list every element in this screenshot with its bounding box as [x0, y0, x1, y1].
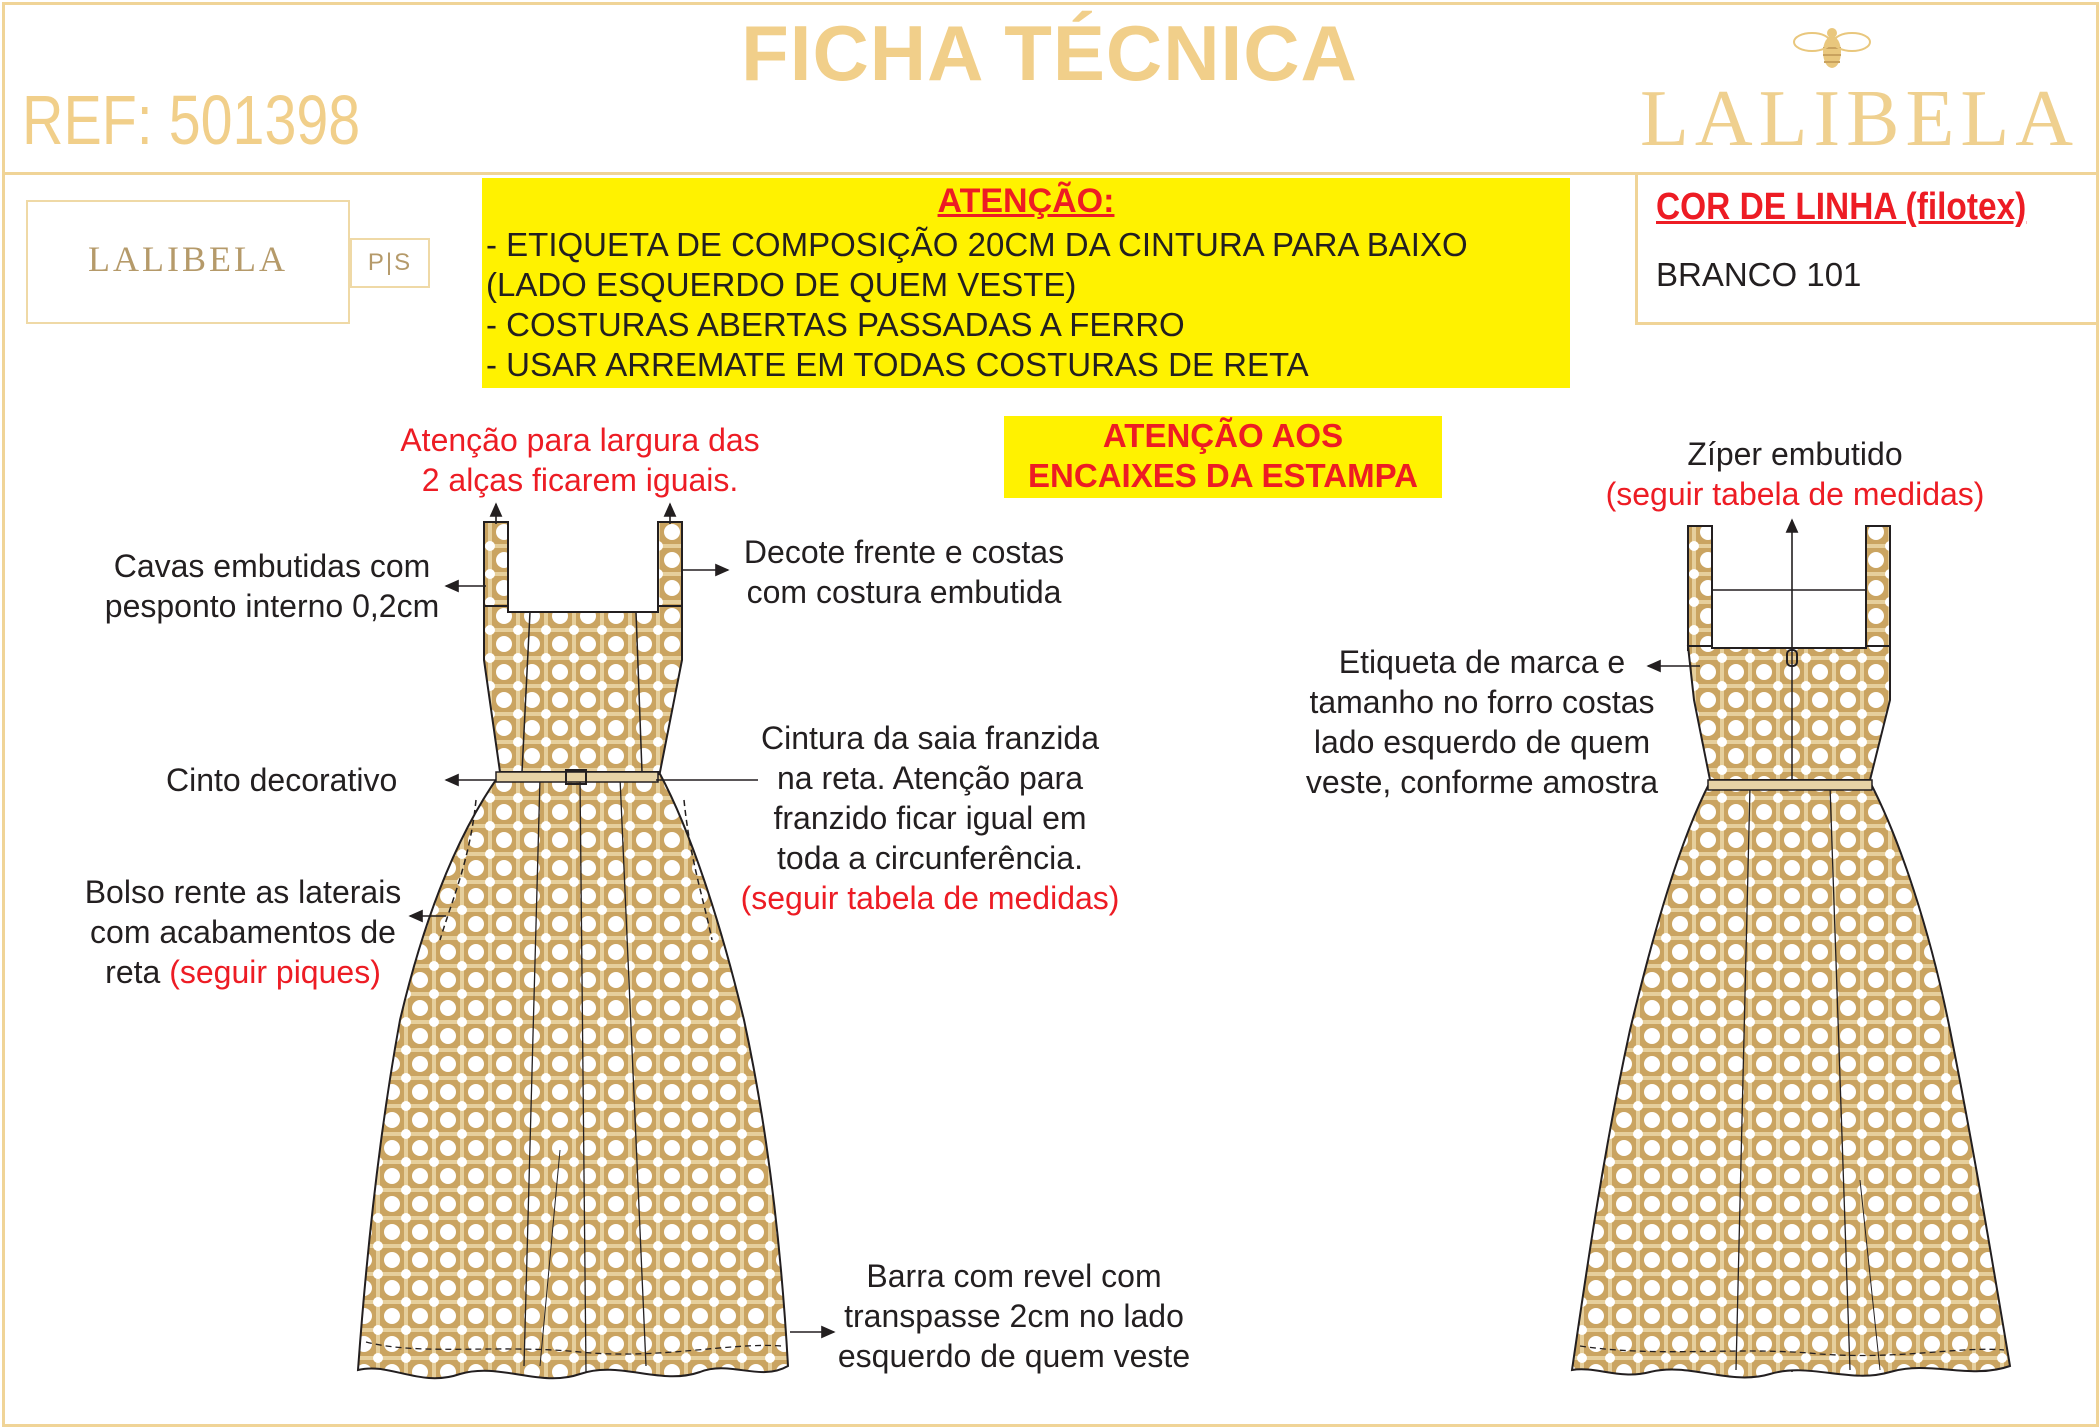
note-brand-label-line4: veste, conforme amostra	[1305, 764, 1659, 800]
note-brand-label-line1: Etiqueta de marca e	[1338, 644, 1626, 680]
attention-line: (LADO ESQUERDO DE QUEM VESTE)	[486, 266, 1077, 303]
brand-label-text: LALIBELA	[88, 239, 288, 279]
reference-code: REF: 501398	[22, 81, 361, 159]
back-skirt	[1572, 782, 2010, 1377]
attention-title: ATENÇÃO:	[937, 182, 1115, 220]
note-zipper-line2: (seguir tabela de medidas)	[1605, 476, 1985, 512]
back-left-strap	[1688, 526, 1712, 650]
note-waist-line1: Cintura da saia franzida	[761, 720, 1099, 756]
note-armholes-line2: pesponto interno 0,2cm	[104, 588, 440, 624]
note-hem-line3: esquerdo de quem veste	[837, 1338, 1191, 1374]
front-left-strap	[484, 522, 508, 610]
note-waist	[706, 718, 1154, 918]
note-pocket-line3-highlight: (seguir piques)	[169, 954, 381, 990]
note-neckline-line2: com costura embutida	[746, 574, 1062, 610]
note-waist-line3: franzido ficar igual em	[773, 800, 1087, 836]
note-zipper	[1570, 434, 2020, 514]
note-brand-label-line2: tamanho no forro costas	[1309, 684, 1655, 720]
note-armholes-line1: Cavas embutidas com	[113, 548, 431, 584]
size-tag-text: P|S	[367, 249, 413, 276]
front-right-strap	[658, 522, 682, 610]
page-title: FICHA TÉCNICA	[741, 9, 1358, 97]
thread-color-title: COR DE LINHA (filotex)	[1656, 186, 2027, 228]
note-pocket-line1: Bolso rente as laterais	[84, 874, 402, 910]
note-straps	[360, 420, 800, 500]
front-belt	[496, 772, 658, 782]
front-bodice	[484, 606, 682, 772]
note-pocket-line2: com acabamentos de	[90, 914, 396, 950]
note-pocket-line3	[56, 952, 430, 992]
note-pocket-line3-text: reta	[105, 954, 170, 990]
attention-line: - ETIQUETA DE COMPOSIÇÃO 20CM DA CINTURA PARA BAIXO	[486, 226, 1468, 263]
attention-line: - USAR ARREMATE EM TODAS COSTURAS DE RETA	[486, 346, 1309, 383]
note-waist-line4: toda a circunferência.	[777, 840, 1083, 876]
note-hem	[814, 1256, 1214, 1376]
back-right-strap	[1866, 526, 1890, 650]
note-neckline	[714, 532, 1094, 612]
note-neckline-line1: Decote frente e costas	[743, 534, 1065, 570]
note-hem-line2: transpasse 2cm no lado	[844, 1298, 1184, 1334]
attention-line: - COSTURAS ABERTAS PASSADAS A FERRO	[486, 306, 1185, 343]
note-brand-label-line3: lado esquerdo de quem	[1313, 724, 1651, 760]
note-hem-line1: Barra com revel com	[866, 1258, 1162, 1294]
thread-color-value: BRANCO 101	[1656, 256, 1862, 293]
note-armholes	[72, 546, 472, 626]
note-brand-label	[1272, 642, 1692, 802]
brand-logo: LALIBELA	[1640, 75, 2080, 163]
note-waist-line2: na reta. Atenção para	[777, 760, 1083, 796]
print-alignment-line1: ATENÇÃO AOS	[1102, 417, 1344, 454]
note-straps-line1: Atenção para largura das	[400, 422, 760, 458]
note-straps-line2: 2 alças ficarem iguais.	[421, 462, 739, 498]
note-pocket	[56, 872, 430, 992]
back-belt	[1708, 780, 1872, 790]
note-belt: Cinto decorativo	[166, 762, 398, 798]
note-zipper-line1: Zíper embutido	[1687, 436, 1903, 472]
print-alignment-line2: ENCAIXES DA ESTAMPA	[1028, 457, 1418, 494]
note-waist-line5: (seguir tabela de medidas)	[740, 880, 1120, 916]
